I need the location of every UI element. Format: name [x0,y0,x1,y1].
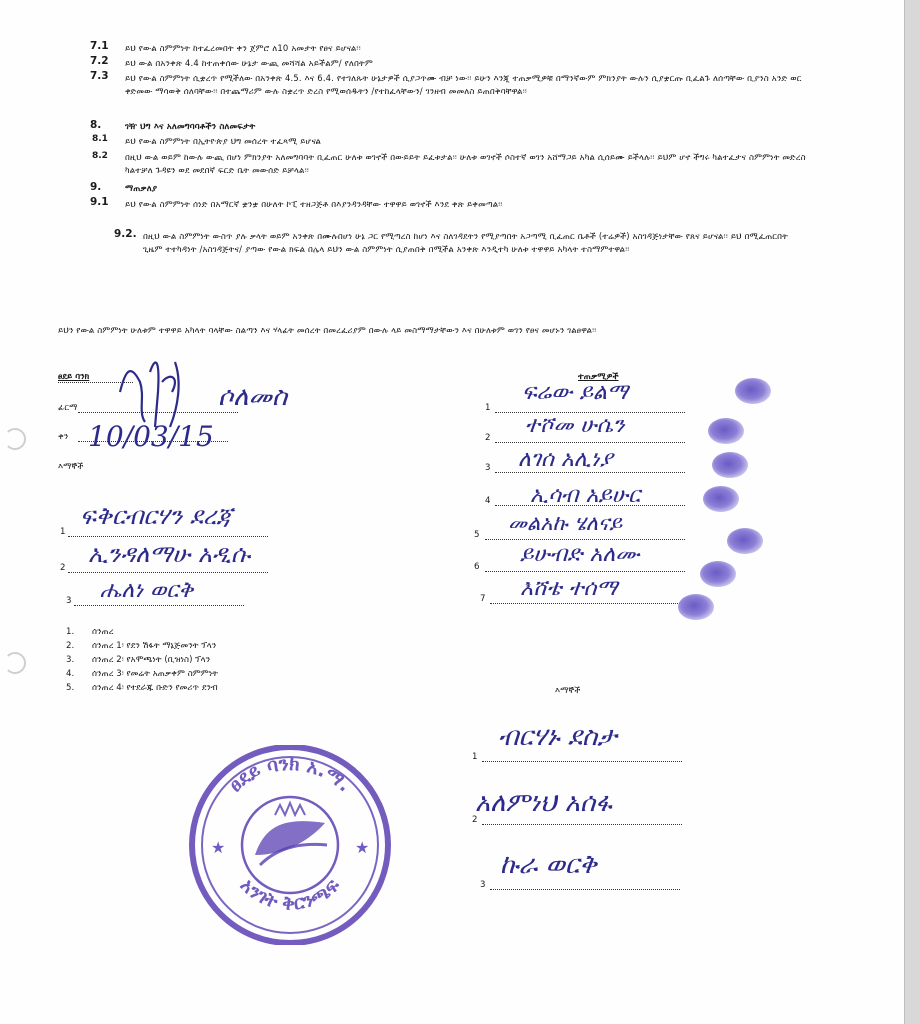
clause-text: ይህ የውል ስምምነት ሲቋረጥ የሚችለው በአንቀጽ 4.5. እና 6.4. የተገለጹት ሁኔታዎች ሲያጋጥሙ ብቻ ነው፡፡ ይሁን እንጂ ተጠቃሚዎቹ በማንኛውም ምክንያት ውሉን ሲያቋርጡ ቢፈልጉ ለሰጣቸው ቢያንስ አንድ ወር ቀድመው ማሳወቅ ሰለባቸው፡፡ በተጨማሪም ውሉ ስቋረጥ ድረስ የሚወሰዱትን /የተከፈላቸውን/ ገንዘብ መመለስ ይጠበቅባቸዋል፡፡ [125,73,802,96]
annex-number: 4. [66,669,75,679]
punch-hole-icon [4,428,26,450]
seal-bottom-text: አንገት ቅርንጫፍ [235,874,345,915]
beneficiary-line [495,442,685,443]
thumbprint [712,452,748,478]
clause-heading: ገዥ ህግ እና አለመግባባቶችን ስለመፍታት [125,121,256,131]
witness-signature-ink: ብርሃኑ ደስታ [498,722,617,752]
witness-line [68,572,268,573]
date-label: ቀን [58,432,69,442]
closing-statement: ይህን የውል ስምምነት ሁለቱም ተዋዋይ አካላት ባላቸው ስልጣን እና ሃላፊት መሰረት በመረፈሪያም በውሉ ላይ መስማማታቸውን እና በሁለቱም ወገን የፀና መሆኑን ገልፀዋል፡፡ [58,325,597,335]
witness-number: 3 [480,880,486,890]
clause-text: በዚህ ውል ወይም ከውሉ ውጪ በሆነ ምክንያት አለመግባባት ቢፈጠር ሁለቱ ወገኖች በውይይት ይፈቱታል፡፡ ሁለቱ ወገኖች ሶስተኛ ወገን አሸማጋይ አካል ሲሰይሙ ይችላሉ፡፡ ይህም ሆኖ ችግሩ ካልተፈታና ስምምነት መድረስ ካልተቻለ ጉዳዩን ወደ መደበኛ ፍርድ ቤት መውሰድ ይቻላል፡፡ [125,152,806,175]
clause-heading: ማጠቃለያ [125,183,158,193]
witness-number: 1 [472,752,478,762]
clause-number: 8. [90,119,102,131]
clause-number: 9.2. [114,228,137,240]
beneficiary-signature-ink: እሸቴ ተሰማ [520,576,618,601]
beneficiary-number: 6 [474,562,480,572]
beneficiary-signature-ink: ይሁብድ አለሙ [520,542,640,567]
signature-label: ፊርማ [58,403,78,413]
clause-text: ይህ ውል በአንቀጽ 4.4 ከተጠቀሰው ሁኔታ ውጪ መሻሻል አይችልም/ የለበትም [125,58,373,68]
beneficiary-number: 1 [485,403,491,413]
annex-text: ሰንጠረ 2፡ የአሞጫነት (ቢዝነስ) ፕላን [92,655,211,665]
beneficiary-number: 4 [485,496,491,506]
bank-witnesses-label: እማኞች [58,462,84,472]
svg-text:አንገት ቅርንጫፍ [236,874,345,915]
clause-text: ይህ የውል ስምምነት ከተፈረመበት ቀን ጀምሮ ለ10 አመታት የፀና ይሆናል፡፡ [125,43,361,53]
thumbprint [727,528,763,554]
thumbprint [708,418,744,444]
annex-text: ሰንጠረ [92,627,114,637]
clause-number: 8.1 [92,134,108,144]
witness-line [482,761,682,762]
beneficiary-number: 2 [485,433,491,443]
witness-signature-ink: ኩራ ወርቅ [500,850,597,880]
annex-number: 1. [66,627,75,637]
annex-text: ሰንጠረ 1፡ የደን ሽፋት ማኔጅመንት ፕላን [92,641,217,651]
annex-number: 5. [66,683,75,693]
annex-number: 3. [66,655,75,665]
witness-signature-ink: ኢንዳለማሁ አዲሱ [88,540,251,568]
annex-text: ሰንጠረ 4፡ የተደራጁ ቡድን የመሪጥ ደንብ [92,683,218,693]
clause-text: በዚህ ውል ስምምነት ውስጥ ያሉ ቃላት ወይም አንቀጽ በሙሉበሆነ ሁኔ ጋር የሚጣረስ ከሆነ እና ስለገዳደትን የሚያጣበት አጋጣሚ ቢፈጠር ቤቶች (ተሬዎች) አስገዳጅነታቸው የጸና ይሆናል፡፡ ይህ በሚፈጠርበት ጊዜም ተተካዳነት /አስገዳጅትና/ ያጣው የውል ክፍል በሌላ ይህን ውል ስምምነት ሲያጠበቅ በሚችል አንቀጽ እንዲተካ ሁለቱ ተዋዋይ አካላት ተስማምተዋል፡፡ [143,231,788,254]
beneficiary-signature-ink: ኢሳብ አይሁር [530,483,641,508]
scan-edge [904,0,920,1024]
beneficiary-witnesses-label: እማኞች [555,686,581,696]
beneficiary-number: 3 [485,463,491,473]
thumbprint [703,486,739,512]
clause-number: 9.1 [90,196,109,208]
clause-number: 7.1 [90,40,109,52]
beneficiary-line [485,539,685,540]
bank-seal [185,745,395,945]
clause-number: 8.2 [92,151,108,161]
bank-signature-ink: ሶለመስ [218,382,288,412]
beneficiary-line [495,472,685,473]
annex-text: ሰንጠረ 3፡ የመሬት አጠቃቀም ስምምነት [92,669,219,679]
annex-number: 2. [66,641,75,651]
clause-number: 9. [90,181,102,193]
punch-hole-icon [4,652,26,674]
witness-line [490,889,680,890]
witness-line [482,824,682,825]
witness-line [74,605,244,606]
beneficiary-number: 7 [480,594,486,604]
witness-number: 1 [60,527,66,537]
bank-title: ፀደይ ባንክ [58,372,90,382]
beneficiary-signature-ink: ለገሰ አሊነያ [518,447,613,472]
bank-date-ink: 10/03/15 [88,420,214,453]
beneficiary-signature-ink: ፍሬው ይልማ [522,380,629,405]
beneficiary-number: 5 [474,530,480,540]
beneficiary-line [490,603,680,604]
thumbprint [700,561,736,587]
thumbprint [735,378,771,404]
svg-text:★: ★ [355,838,370,857]
witness-number: 2 [472,815,478,825]
clause-text: ይህ የውል ስምምነት በኢትዮጵያ ህግ መሰረት ተፈጻሚ ይሆናል [125,136,322,146]
clause-number: 7.2 [90,55,109,67]
beneficiary-signature-ink: ተሾመ ሁሴን [525,413,625,438]
witness-signature-ink: ፍቅርብርሃን ደረጃ [80,502,233,530]
clause-number: 7.3 [90,70,109,82]
svg-text:★: ★ [211,838,226,857]
thumbprint [678,594,714,620]
witness-signature-ink: ሔለነ ወርቅ [100,578,194,603]
beneficiaries-title: ተጠቃሚዎች [578,372,619,382]
witness-number: 2 [60,563,66,573]
witness-signature-ink: አለምነህ አሰፋ [475,788,612,818]
witness-number: 3 [66,596,72,606]
witness-line [68,536,268,537]
beneficiary-line [485,571,685,572]
seal-top-text: ፀደይ ባንክ አ.ማ. [224,752,356,797]
beneficiary-signature-ink: መልአኩ ሄለናይ [508,511,623,535]
clause-text: ይህ የውል ስምምነት ሰነድ በአማርኛ ቋንቋ በሁለት ኮፒ ተዘጋጅቶ በእያንዳንዳቸው ተዋዋይ ወገኖች እንደ ቀጽ ይቀመጣል፡፡ [125,199,503,209]
